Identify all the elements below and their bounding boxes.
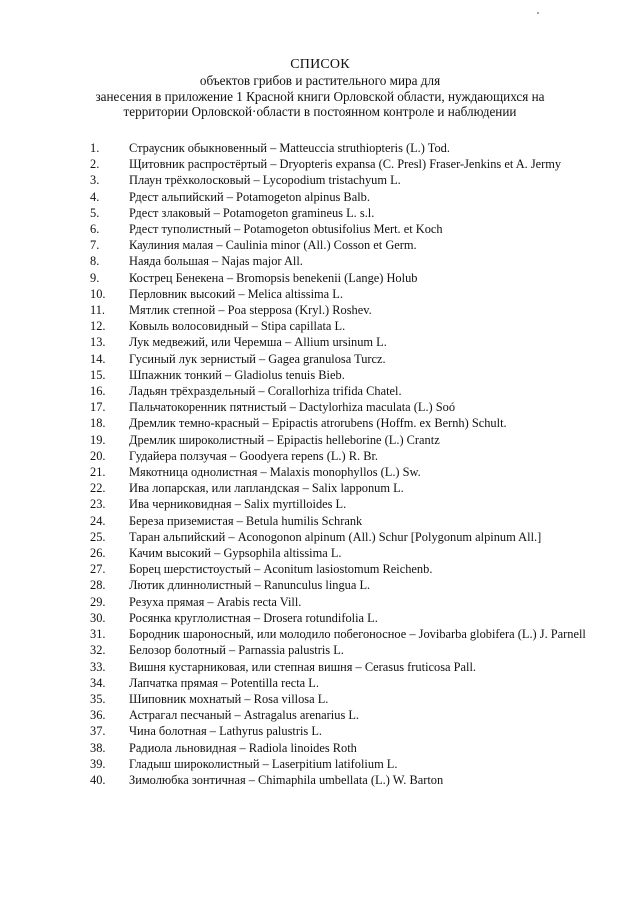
- list-item-number: 12.: [90, 319, 106, 334]
- list-item-number: 28.: [90, 578, 106, 593]
- list-item-number: 35.: [90, 691, 106, 706]
- list-item-text: Береза приземистая – Betula humilis Schrank: [129, 513, 363, 528]
- list-item: [0, 399, 640, 415]
- list-item-number: 19.: [90, 432, 106, 447]
- list-item-text: Каулиния малая – Caulinia minor (All.) Cosson et Germ.: [129, 238, 417, 253]
- list-item-text: Мякотница однолистная – Malaxis monophyllos (L.) Sw.: [129, 465, 421, 480]
- list-item: [0, 740, 640, 756]
- list-item-number: 26.: [90, 546, 106, 561]
- list-item-text: Мятлик степной – Poa stepposa (Kryl.) Roshev.: [129, 303, 372, 318]
- list-item-number: 7.: [90, 238, 100, 253]
- list-item-number: 13.: [90, 335, 106, 350]
- list-item-text: Страусник обыкновенный – Matteuccia struthiopteris (L.) Tod.: [129, 141, 450, 155]
- list-item: [0, 415, 640, 431]
- list-item: [0, 172, 640, 188]
- list-item-text: Зимолюбка зонтичная – Chimaphila umbellata (L.) W. Barton: [129, 772, 444, 787]
- list-item: [0, 691, 640, 707]
- list-item-text: Лютик длиннолистный – Ranunculus lingua L.: [129, 578, 371, 593]
- list-item: [0, 610, 640, 626]
- list-item: [0, 480, 640, 496]
- list-item: [0, 270, 640, 286]
- list-item-text: Рдест туполистный – Potamogeton obtusifolius Mert. et Koch: [129, 222, 443, 237]
- list-item: [0, 723, 640, 739]
- list-item-number: 3.: [90, 173, 100, 188]
- header-line-2: объектов грибов и растительного мира для: [199, 73, 441, 88]
- list-item-text: Ива лопарская, или лапландская – Salix lapponum L.: [129, 481, 404, 496]
- list-item: [0, 561, 640, 577]
- list-item-text: Резуха прямая – Arabis recta Vill.: [129, 594, 302, 609]
- list-item-number: 37.: [90, 724, 106, 739]
- list-item: [0, 756, 640, 772]
- list-item: [0, 140, 640, 156]
- list-item-number: 39.: [90, 756, 106, 771]
- header-line-4: территории Орловской·области в постоянном контроле и наблюдении: [123, 104, 517, 120]
- list-item: [0, 318, 640, 334]
- list-item-text: Росянка круглолистная – Drosera rotundifolia L.: [129, 610, 378, 625]
- list-item-number: 10.: [90, 286, 106, 301]
- document-title: СПИСОК: [290, 57, 350, 72]
- species-list: [0, 140, 640, 788]
- list-item-text: Перловник высокий – Melica altissima L.: [129, 286, 343, 301]
- list-item: [0, 545, 640, 561]
- list-item-text: Кострец Бенекена – Bromopsis benekenii (Lange) Holub: [129, 270, 418, 285]
- list-item-number: 29.: [90, 594, 106, 609]
- list-item-number: 16.: [90, 384, 106, 399]
- list-item-number: 15.: [90, 367, 106, 382]
- list-item-text: Радиола льновидная – Radiola linoides Roth: [129, 740, 357, 755]
- list-item-text: Гладыш широколистный – Laserpitium latifolium L.: [129, 756, 398, 771]
- list-item-number: 23.: [90, 497, 106, 512]
- list-item-number: 32.: [90, 643, 106, 658]
- list-item-number: 24.: [90, 513, 106, 528]
- list-item: [0, 529, 640, 545]
- list-item: [0, 253, 640, 269]
- list-item-text: Качим высокий – Gypsophila altissima L.: [129, 546, 342, 561]
- list-item-number: 25.: [90, 529, 106, 544]
- list-item-text: Борец шерстистоустый – Aconitum lasiostomum Reichenb.: [129, 562, 433, 577]
- list-item: [0, 577, 640, 593]
- list-item-number: 33.: [90, 659, 106, 674]
- list-item-text: Шиповник мохнатый – Rosa villosa L.: [129, 691, 329, 706]
- list-item-text: Гусиный лук зернистый – Gagea granulosa Turcz.: [129, 351, 386, 366]
- list-item-text: Лук медвежий, или Черемша – Allium ursinum L.: [129, 335, 387, 350]
- list-item-number: 31.: [90, 627, 106, 642]
- list-item: [0, 594, 640, 610]
- list-item: [0, 189, 640, 205]
- list-item: [0, 448, 640, 464]
- list-item: [0, 205, 640, 221]
- list-item-number: 6.: [90, 222, 100, 237]
- list-item-text: Шпажник тонкий – Gladiolus tenuis Bieb.: [129, 367, 345, 382]
- list-item: [0, 432, 640, 448]
- list-item: [0, 675, 640, 691]
- list-item: [0, 367, 640, 383]
- list-item-number: 18.: [90, 416, 106, 431]
- list-item: [0, 707, 640, 723]
- scan-speck: [537, 12, 539, 14]
- list-item-number: 8.: [90, 254, 100, 269]
- list-item-number: 36.: [90, 708, 106, 723]
- list-item-number: 5.: [90, 205, 100, 220]
- list-item-text: Чина болотная – Lathyrus palustris L.: [129, 724, 322, 739]
- list-item: [0, 659, 640, 675]
- list-item: [0, 221, 640, 237]
- list-item: [0, 513, 640, 529]
- list-item: [0, 302, 640, 318]
- list-item-number: 34.: [90, 675, 106, 690]
- list-item-text: Вишня кустарниковая, или степная вишня – Cerasus fruticosa Pall.: [129, 659, 476, 674]
- list-item-text: Щитовник распростёртый – Dryopteris expansa (C. Presl) Fraser-Jenkins et A. Jermy: [129, 157, 562, 172]
- list-item-number: 2.: [90, 157, 100, 172]
- list-item: [0, 156, 640, 172]
- list-item-number: 9.: [90, 270, 100, 285]
- document-header: [0, 56, 640, 120]
- list-item-text: Таран альпийский – Aconogonon alpinum (All.) Schur [Polygonum alpinum All.]: [129, 529, 542, 544]
- list-item-text: Ковыль волосовидный – Stipa capillata L.: [129, 319, 346, 334]
- list-item-number: 21.: [90, 465, 106, 480]
- list-item: [0, 626, 640, 642]
- list-item: [0, 383, 640, 399]
- list-item-number: 4.: [90, 189, 100, 204]
- list-item-text: Дремлик широколистный – Epipactis helleborine (L.) Crantz: [129, 432, 440, 447]
- list-item: [0, 464, 640, 480]
- list-item: [0, 772, 640, 788]
- list-item-text: Ладьян трёхраздельный – Corallorhiza trifida Chatel.: [129, 384, 402, 399]
- list-item: [0, 351, 640, 367]
- list-item-text: Плаун трёхколосковый – Lycopodium tristachyum L.: [129, 173, 401, 188]
- list-item-text: Ива черниковидная – Salix myrtilloides L.: [129, 497, 347, 512]
- list-item: [0, 496, 640, 512]
- list-item-number: 14.: [90, 351, 106, 366]
- header-line-3: занесения в приложение 1 Красной книги Орловской области, нуждающихся на: [95, 88, 545, 104]
- list-item: [0, 334, 640, 350]
- list-item-text: Рдест злаковый – Potamogeton gramineus L. s.l.: [129, 205, 375, 220]
- list-item-text: Рдест альпийский – Potamogeton alpinus Balb.: [129, 189, 370, 204]
- list-item-text: Дремлик темно-красный – Epipactis atrorubens (Hoffm. ex Bernh) Schult.: [129, 416, 507, 431]
- list-item: [0, 286, 640, 302]
- list-item-text: Астрагал песчаный – Astragalus arenarius L.: [129, 708, 360, 723]
- list-item-text: Бородник шароносный, или молодило побегоносное – Jovibarba globifera (L.) J. Parnell: [129, 627, 586, 642]
- list-item-text: Белозор болотный – Parnassia palustris L.: [129, 643, 344, 658]
- list-item-number: 38.: [90, 740, 106, 755]
- list-item-number: 22.: [90, 481, 106, 496]
- list-item-number: 27.: [90, 562, 106, 577]
- list-item-number: 17.: [90, 400, 106, 415]
- list-item-number: 11.: [90, 303, 106, 318]
- list-item-number: 30.: [90, 610, 106, 625]
- list-item-text: Лапчатка прямая – Potentilla recta L.: [129, 675, 319, 690]
- list-item-text: Пальчатокоренник пятнистый – Dactylorhiza maculata (L.) Soó: [129, 400, 456, 415]
- list-item: [0, 237, 640, 253]
- list-item-number: 20.: [90, 448, 106, 463]
- list-item-text: Наяда большая – Najas major All.: [129, 254, 303, 269]
- list-item-text: Гудайера ползучая – Goodyera repens (L.) R. Br.: [129, 448, 378, 463]
- list-item: [0, 642, 640, 658]
- list-item-number: 1.: [90, 141, 100, 155]
- list-item-number: 40.: [90, 772, 106, 787]
